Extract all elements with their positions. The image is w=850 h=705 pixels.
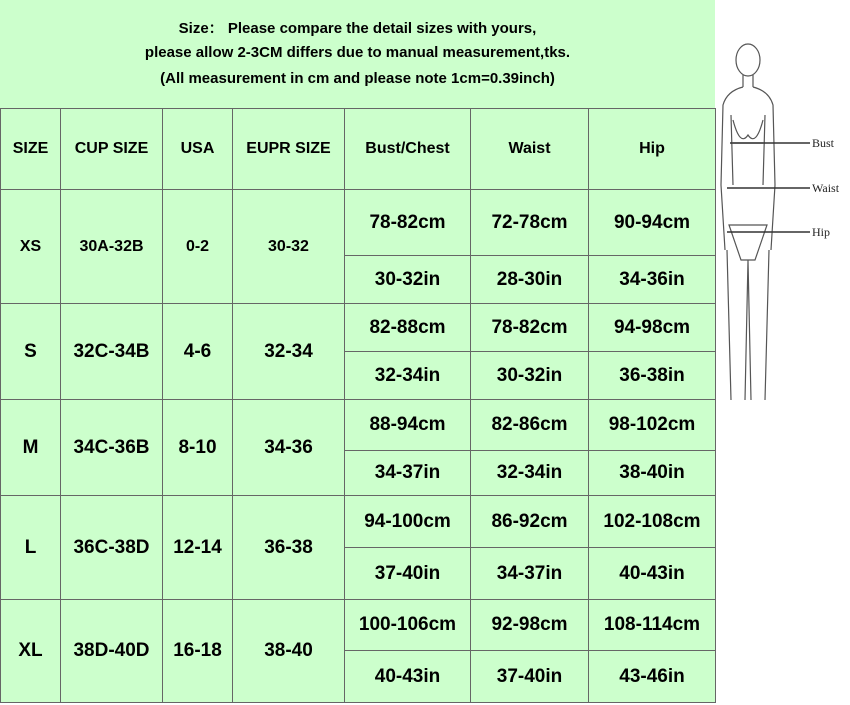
table-row [1,190,716,256]
hip-cm-cell: 102-108cm [589,496,716,548]
waist-in-cell: 34-37in [471,548,589,600]
waist-cm-cell: 92-98cm [471,600,589,651]
waist-cm-cell: 78-82cm [471,304,589,352]
hip-cm-cell: 94-98cm [589,304,716,352]
hip-in-cell: 36-38in [589,352,716,400]
column-header: Bust/Chest [345,109,471,190]
table-row [1,600,716,651]
table-row [1,400,716,451]
size-cell: M [1,400,61,496]
hip-cm-cell: 90-94cm [589,190,716,256]
column-header: Hip [589,109,716,190]
bust-cm-cell: 82-88cm [345,304,471,352]
eu-cell: 34-36 [233,400,345,496]
usa-cell: 0-2 [163,190,233,304]
waist-cm-cell: 72-78cm [471,190,589,256]
column-header: USA [163,109,233,190]
header-line-1: Size： Please compare the detail sizes with yours, [178,20,537,37]
bust-cm-cell: 78-82cm [345,190,471,256]
chart-header [0,0,715,109]
eu-cell: 30-32 [233,190,345,304]
hip-in-cell: 38-40in [589,451,716,496]
waist-label: Waist [812,181,840,195]
eu-cell: 38-40 [233,600,345,703]
body-measurement-figure [715,35,850,405]
waist-in-cell: 32-34in [471,451,589,496]
usa-cell: 12-14 [163,496,233,600]
bust-in-cell: 30-32in [345,256,471,304]
table-header-row [1,109,716,190]
waist-in-cell: 37-40in [471,651,589,703]
column-header: EUPR SIZE [233,109,345,190]
hip-label: Hip [812,225,830,239]
hip-in-cell: 34-36in [589,256,716,304]
usa-cell: 8-10 [163,400,233,496]
column-header: SIZE [1,109,61,190]
bust-in-cell: 40-43in [345,651,471,703]
cup-cell: 38D-40D [61,600,163,703]
hip-cm-cell: 108-114cm [589,600,716,651]
hip-in-cell: 40-43in [589,548,716,600]
table-row [1,304,716,352]
table-row [1,496,716,548]
bust-in-cell: 37-40in [345,548,471,600]
hip-cm-cell: 98-102cm [589,400,716,451]
cup-cell: 34C-36B [61,400,163,496]
waist-in-cell: 28-30in [471,256,589,304]
bust-in-cell: 32-34in [345,352,471,400]
cup-cell: 32C-34B [61,304,163,400]
waist-in-cell: 30-32in [471,352,589,400]
waist-cm-cell: 82-86cm [471,400,589,451]
bust-cm-cell: 100-106cm [345,600,471,651]
size-cell: L [1,496,61,600]
waist-cm-cell: 86-92cm [471,496,589,548]
usa-cell: 16-18 [163,600,233,703]
size-cell: XL [1,600,61,703]
size-cell: XS [1,190,61,304]
size-table [0,108,716,703]
bust-cm-cell: 94-100cm [345,496,471,548]
cup-cell: 30A-32B [61,190,163,304]
bust-cm-cell: 88-94cm [345,400,471,451]
size-cell: S [1,304,61,400]
bust-label: Bust [812,136,835,150]
cup-cell: 36C-38D [61,496,163,600]
eu-cell: 36-38 [233,496,345,600]
bust-in-cell: 34-37in [345,451,471,496]
usa-cell: 4-6 [163,304,233,400]
body-outline-icon [721,44,775,400]
eu-cell: 32-34 [233,304,345,400]
column-header: Waist [471,109,589,190]
column-header: CUP SIZE [61,109,163,190]
header-line-2: please allow 2-3CM differs due to manual measurement,tks. [144,44,571,61]
hip-in-cell: 43-46in [589,651,716,703]
header-line-3: (All measurement in cm and please note 1cm=0.39inch) [160,70,555,87]
